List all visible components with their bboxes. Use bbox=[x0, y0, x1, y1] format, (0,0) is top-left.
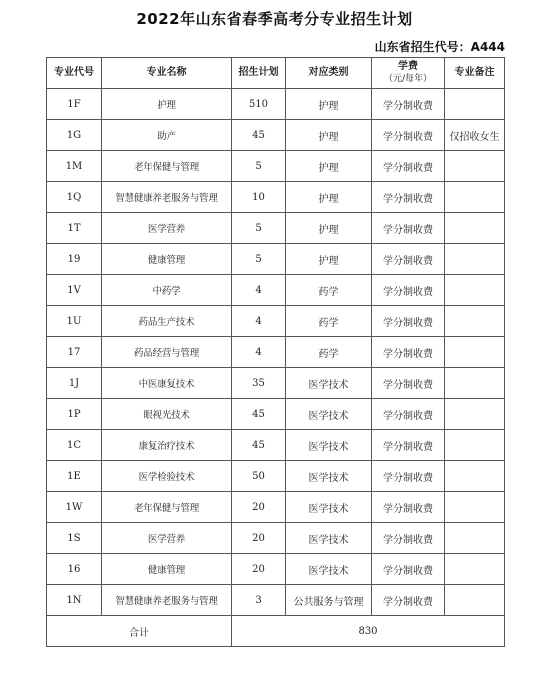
cell-note bbox=[445, 585, 505, 616]
table-header-row bbox=[47, 58, 505, 89]
cell-name: 眼视光技术 bbox=[102, 399, 232, 430]
table-row bbox=[47, 244, 505, 275]
total-row bbox=[47, 616, 505, 647]
cell-code: 1M bbox=[47, 151, 102, 182]
cell-quota: 3 bbox=[232, 585, 286, 616]
cell-quota: 45 bbox=[232, 430, 286, 461]
cell-note bbox=[445, 213, 505, 244]
cell-code: 1U bbox=[47, 306, 102, 337]
header-quota: 招生计划 bbox=[232, 58, 286, 89]
cell-note bbox=[445, 492, 505, 523]
cell-fee: 学分制收费 bbox=[372, 461, 445, 492]
cell-note bbox=[445, 89, 505, 120]
cell-code: 1N bbox=[47, 585, 102, 616]
cell-note bbox=[445, 430, 505, 461]
cell-quota: 4 bbox=[232, 306, 286, 337]
cell-note bbox=[445, 337, 505, 368]
cell-code: 1C bbox=[47, 430, 102, 461]
cell-quota: 5 bbox=[232, 213, 286, 244]
cell-name: 中药学 bbox=[102, 275, 232, 306]
cell-category: 医学技术 bbox=[286, 492, 372, 523]
cell-fee: 学分制收费 bbox=[372, 554, 445, 585]
cell-category: 护理 bbox=[286, 213, 372, 244]
page-title: 2022年山东省春季高考分专业招生计划 bbox=[136, 10, 413, 28]
cell-quota: 10 bbox=[232, 182, 286, 213]
cell-fee: 学分制收费 bbox=[372, 399, 445, 430]
table-row bbox=[47, 523, 505, 554]
cell-name: 健康管理 bbox=[102, 554, 232, 585]
cell-quota: 50 bbox=[232, 461, 286, 492]
cell-fee: 学分制收费 bbox=[372, 213, 445, 244]
table-body bbox=[47, 89, 505, 616]
cell-code: 1J bbox=[47, 368, 102, 399]
table-row bbox=[47, 368, 505, 399]
cell-name: 老年保健与管理 bbox=[102, 151, 232, 182]
enrollment-plan-table bbox=[46, 57, 505, 647]
cell-note bbox=[445, 182, 505, 213]
table-row bbox=[47, 430, 505, 461]
cell-fee: 学分制收费 bbox=[372, 492, 445, 523]
cell-name: 老年保健与管理 bbox=[102, 492, 232, 523]
table-row bbox=[47, 399, 505, 430]
table-row bbox=[47, 554, 505, 585]
table-row bbox=[47, 337, 505, 368]
cell-fee: 学分制收费 bbox=[372, 306, 445, 337]
table-row bbox=[47, 461, 505, 492]
header-fee-title: 学费 bbox=[398, 61, 418, 72]
cell-code: 1F bbox=[47, 89, 102, 120]
cell-category: 药学 bbox=[286, 275, 372, 306]
cell-category: 医学技术 bbox=[286, 430, 372, 461]
cell-name: 护理 bbox=[102, 89, 232, 120]
header-name: 专业名称 bbox=[102, 58, 232, 89]
cell-quota: 5 bbox=[232, 244, 286, 275]
cell-fee: 学分制收费 bbox=[372, 244, 445, 275]
cell-code: 1P bbox=[47, 399, 102, 430]
cell-name: 医学营养 bbox=[102, 213, 232, 244]
total-label: 合计 bbox=[47, 616, 232, 647]
cell-code: 1W bbox=[47, 492, 102, 523]
cell-code: 1T bbox=[47, 213, 102, 244]
cell-fee: 学分制收费 bbox=[372, 120, 445, 151]
header-fee-unit: （元/每年） bbox=[383, 74, 433, 84]
cell-quota: 4 bbox=[232, 275, 286, 306]
cell-name: 智慧健康养老服务与管理 bbox=[102, 182, 232, 213]
cell-name: 智慧健康养老服务与管理 bbox=[102, 585, 232, 616]
cell-category: 医学技术 bbox=[286, 461, 372, 492]
cell-note bbox=[445, 275, 505, 306]
cell-quota: 5 bbox=[232, 151, 286, 182]
header-code: 专业代号 bbox=[47, 58, 102, 89]
cell-name: 健康管理 bbox=[102, 244, 232, 275]
table-row bbox=[47, 151, 505, 182]
cell-code: 1G bbox=[47, 120, 102, 151]
cell-name: 药品生产技术 bbox=[102, 306, 232, 337]
cell-code: 1S bbox=[47, 523, 102, 554]
table-row bbox=[47, 492, 505, 523]
cell-code: 1Q bbox=[47, 182, 102, 213]
cell-fee: 学分制收费 bbox=[372, 430, 445, 461]
cell-category: 护理 bbox=[286, 151, 372, 182]
cell-note bbox=[445, 554, 505, 585]
cell-fee: 学分制收费 bbox=[372, 275, 445, 306]
cell-name: 康复治疗技术 bbox=[102, 430, 232, 461]
cell-category: 公共服务与管理 bbox=[286, 585, 372, 616]
cell-code: 1V bbox=[47, 275, 102, 306]
cell-quota: 45 bbox=[232, 120, 286, 151]
cell-fee: 学分制收费 bbox=[372, 182, 445, 213]
cell-name: 助产 bbox=[102, 120, 232, 151]
table-row bbox=[47, 182, 505, 213]
cell-quota: 20 bbox=[232, 492, 286, 523]
cell-name: 医学检验技术 bbox=[102, 461, 232, 492]
cell-fee: 学分制收费 bbox=[372, 151, 445, 182]
cell-note bbox=[445, 151, 505, 182]
cell-quota: 20 bbox=[232, 523, 286, 554]
cell-note bbox=[445, 461, 505, 492]
cell-category: 医学技术 bbox=[286, 523, 372, 554]
cell-note bbox=[445, 306, 505, 337]
cell-note bbox=[445, 368, 505, 399]
cell-category: 药学 bbox=[286, 306, 372, 337]
total-value: 830 bbox=[232, 616, 505, 647]
institution-code: 山东省招生代号：A444 bbox=[374, 40, 505, 54]
cell-fee: 学分制收费 bbox=[372, 368, 445, 399]
table-row bbox=[47, 585, 505, 616]
cell-name: 医学营养 bbox=[102, 523, 232, 554]
cell-fee: 学分制收费 bbox=[372, 585, 445, 616]
cell-quota: 45 bbox=[232, 399, 286, 430]
cell-code: 16 bbox=[47, 554, 102, 585]
cell-category: 医学技术 bbox=[286, 368, 372, 399]
table-row bbox=[47, 306, 505, 337]
cell-name: 中医康复技术 bbox=[102, 368, 232, 399]
header-category: 对应类别 bbox=[286, 58, 372, 89]
cell-category: 药学 bbox=[286, 337, 372, 368]
cell-code: 17 bbox=[47, 337, 102, 368]
cell-category: 护理 bbox=[286, 244, 372, 275]
table-row bbox=[47, 89, 505, 120]
cell-note: 仅招收女生 bbox=[445, 120, 505, 151]
cell-fee: 学分制收费 bbox=[372, 523, 445, 554]
cell-quota: 510 bbox=[232, 89, 286, 120]
cell-category: 医学技术 bbox=[286, 554, 372, 585]
header-note: 专业备注 bbox=[445, 58, 505, 89]
cell-quota: 35 bbox=[232, 368, 286, 399]
table-row bbox=[47, 213, 505, 244]
cell-quota: 4 bbox=[232, 337, 286, 368]
cell-fee: 学分制收费 bbox=[372, 89, 445, 120]
cell-category: 护理 bbox=[286, 120, 372, 151]
cell-quota: 20 bbox=[232, 554, 286, 585]
cell-note bbox=[445, 399, 505, 430]
cell-name: 药品经营与管理 bbox=[102, 337, 232, 368]
cell-code: 1E bbox=[47, 461, 102, 492]
cell-note bbox=[445, 244, 505, 275]
cell-fee: 学分制收费 bbox=[372, 337, 445, 368]
cell-category: 护理 bbox=[286, 182, 372, 213]
table-row bbox=[47, 275, 505, 306]
table-row bbox=[47, 120, 505, 151]
header-fee bbox=[372, 58, 445, 89]
cell-note bbox=[445, 523, 505, 554]
cell-category: 医学技术 bbox=[286, 399, 372, 430]
cell-category: 护理 bbox=[286, 89, 372, 120]
cell-code: 19 bbox=[47, 244, 102, 275]
